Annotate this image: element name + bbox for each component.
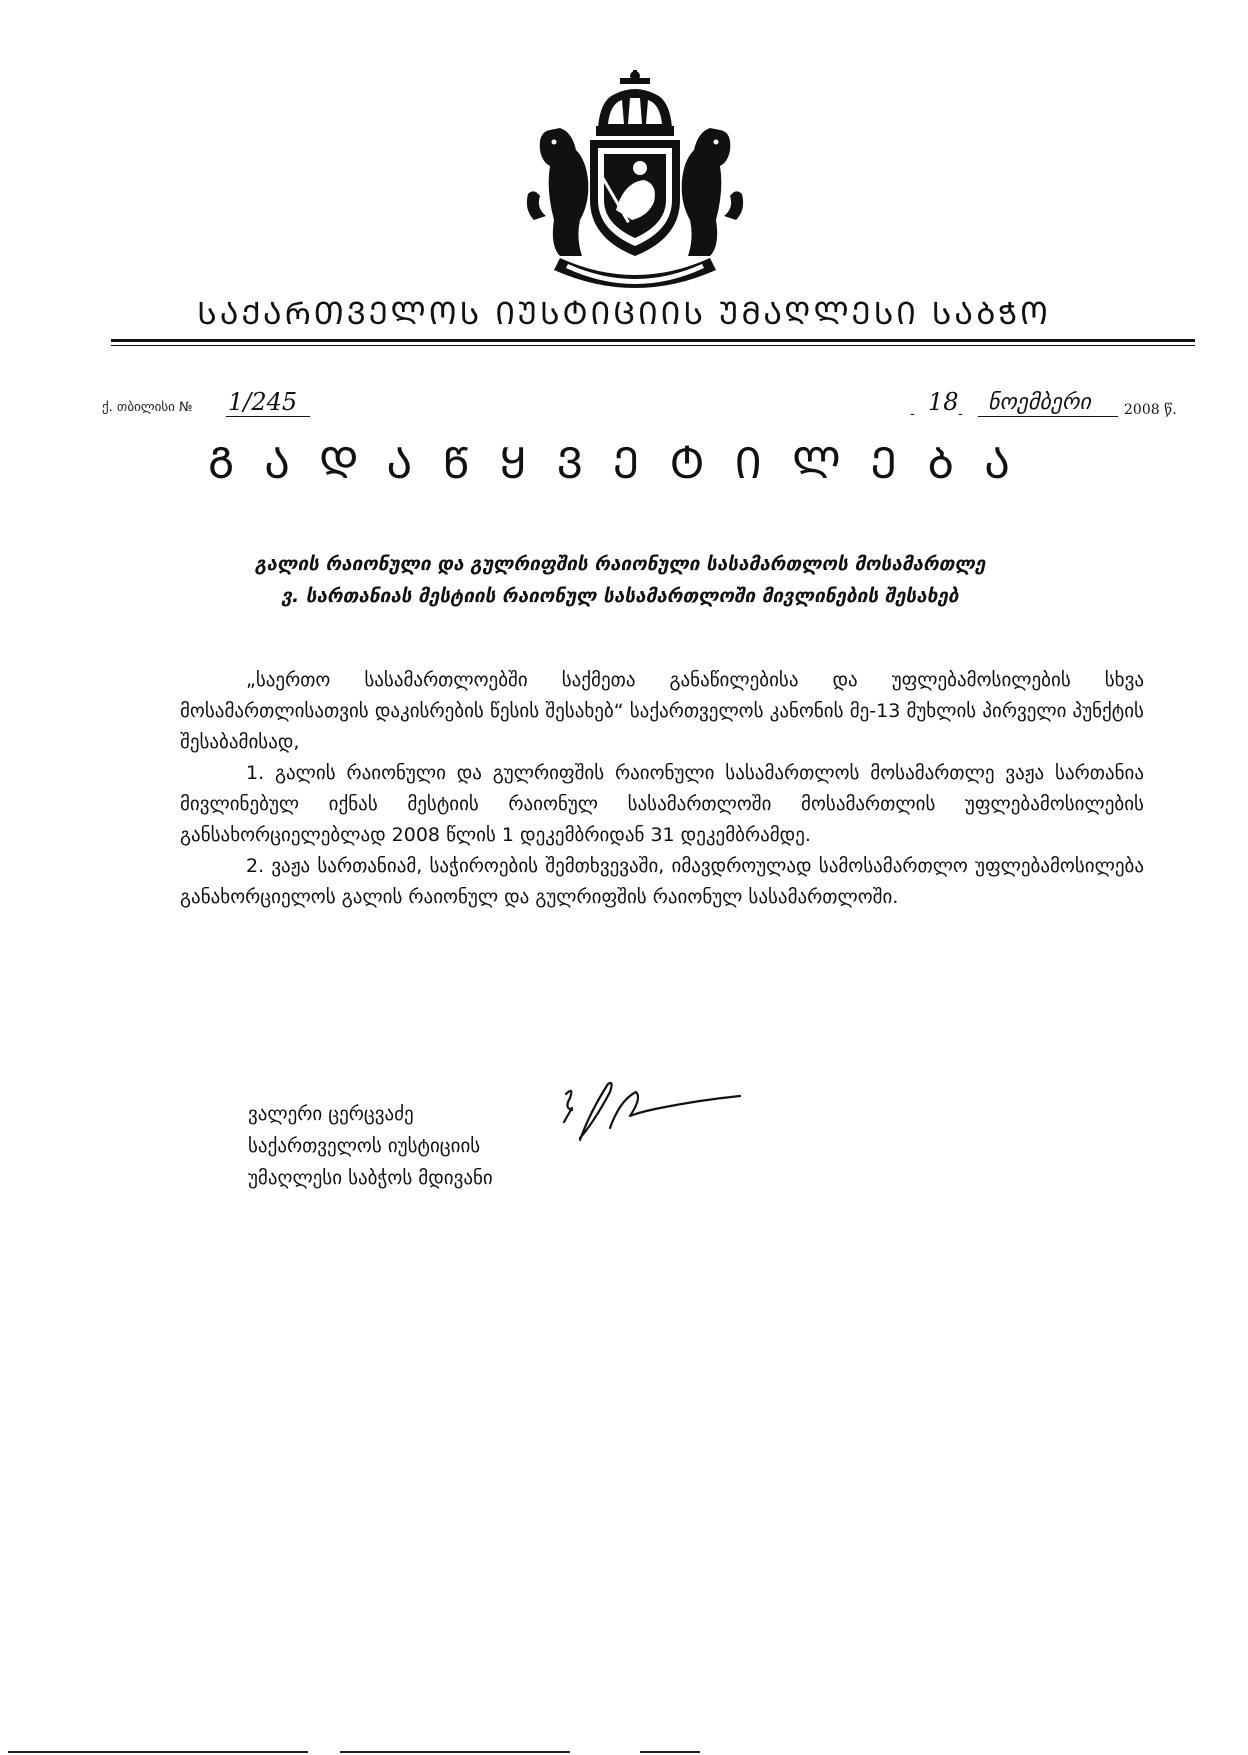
scan-mark bbox=[640, 1751, 700, 1753]
scan-mark bbox=[8, 1751, 308, 1753]
header-rule bbox=[111, 339, 1195, 342]
registration-line bbox=[100, 388, 1210, 422]
date-day: 18 bbox=[928, 388, 959, 416]
date-month: ნოემბერი bbox=[988, 390, 1091, 415]
registration-number: 1/245 bbox=[228, 388, 298, 416]
scan-mark bbox=[340, 1751, 570, 1753]
scan-edge-marks bbox=[0, 1748, 1248, 1754]
registration-underline bbox=[226, 416, 310, 417]
signer-title: უმაღლესი საბჭოს მდივანი bbox=[248, 1167, 493, 1189]
clause-paragraph: 1. გალის რაიონული და გულრიფშის რაიონული სასამართლოს მოსამართლე ვაჟა სართანია მივლინებულ იქნას მესტიის რაიონულ სასამართლოში მოსამართლის უფლებამოსილების განსახორციელებლად 2008 წლის 1 დეკემბრიდან 31 დეკემბრამდე. bbox=[180, 762, 1144, 846]
body-text bbox=[180, 665, 1144, 913]
subject-line: ვ. სართანიას მესტიის რაიონულ სასამართლოში მივლინების შესახებ bbox=[281, 585, 959, 607]
document-type-title: ᲒᲐᲓᲐᲬᲧᲕᲔᲢᲘᲚᲔᲑᲐ bbox=[207, 439, 1041, 489]
subject-heading bbox=[120, 548, 1120, 612]
coat-of-arms-emblem bbox=[520, 70, 750, 292]
signer-name: ვალერი ცერცვაძე bbox=[248, 1103, 414, 1125]
subject-line: გალის რაიონული და გულრიფშის რაიონული სასამართლოს მოსამართლე bbox=[254, 553, 986, 575]
signer-block bbox=[248, 1098, 493, 1194]
institution-header: ᲡᲐᲥᲐᲠᲗᲕᲔᲚᲝᲡ ᲘᲣᲡᲢᲘᲪᲘᲘᲡ ᲣᲛᲐᲦᲚᲔᲡᲘ ᲡᲐᲑᲭᲝ bbox=[197, 296, 1051, 332]
date-month-underline bbox=[978, 416, 1118, 417]
handwritten-signature bbox=[550, 1064, 750, 1164]
signer-title: საქართველოს იუსტიციის bbox=[248, 1135, 481, 1157]
clause-paragraph: 2. ვაჟა სართანიამ, საჭიროების შემთხვევაში, იმავდროულად სამოსამართლო უფლებამოსილება განახორციელოს გალის რაიონულ და გულრიფშის რაიონულ სასამართლოში. bbox=[180, 855, 1144, 908]
date-separator: - bbox=[958, 406, 963, 422]
date-year: 2008 წ. bbox=[1124, 402, 1177, 418]
date-separator: - bbox=[910, 406, 915, 422]
preamble-paragraph: „საერთო სასამართლოებში საქმეთა განაწილებისა და უფლებამოსილების სხვა მოსამართლისათვის დაკისრების წესის შესახებ“ საქართველოს კანონის მე-13 მუხლის პირველი პუნქტის შესაბამისად, bbox=[180, 669, 1144, 753]
registration-label: ქ. თბილისი № bbox=[102, 400, 193, 415]
